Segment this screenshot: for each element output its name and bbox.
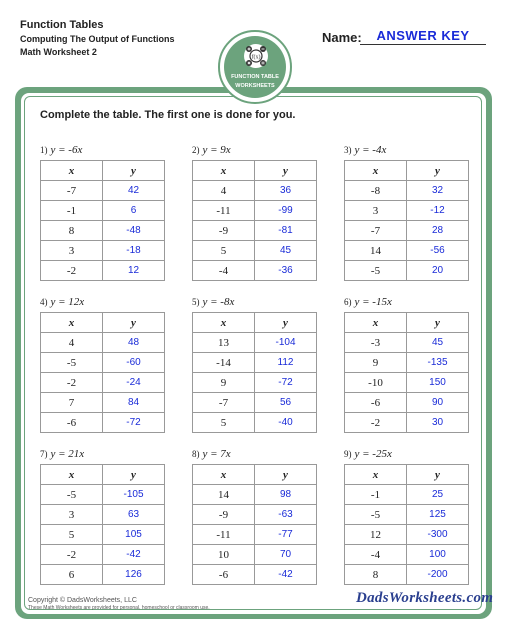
y-column-header: y [255,161,317,181]
y-column-header: y [407,465,469,485]
problem-label [192,142,317,158]
x-value: -1 [345,485,407,505]
svg-text:f(x): f(x) [251,54,261,61]
problem-label [40,446,165,462]
problem-equation: y = -8x [202,296,235,308]
table-header-row [345,161,469,181]
table-row [41,181,165,201]
table-row [41,221,165,241]
problem-2 [192,142,317,281]
table-header-row [345,313,469,333]
table-row [41,545,165,565]
table-row [345,241,469,261]
problem-3 [344,142,469,281]
badge-inner [224,36,286,98]
y-value: -200 [407,565,469,585]
y-value: -105 [103,485,165,505]
y-value: 48 [103,333,165,353]
table-row [345,565,469,585]
y-value: 63 [103,505,165,525]
problem-equation: y = 7x [202,448,231,460]
function-table [344,312,469,433]
table-row [345,353,469,373]
table-row [41,413,165,433]
badge-line-1: FUNCTION TABLE [231,74,279,80]
y-value: 90 [407,393,469,413]
function-table [40,160,165,281]
x-value: 14 [193,485,255,505]
table-row [193,485,317,505]
y-value: -135 [407,353,469,373]
x-value: -2 [345,413,407,433]
x-value: -4 [345,545,407,565]
problem-5 [192,294,317,433]
x-value: 13 [193,333,255,353]
y-column-header: y [255,465,317,485]
problem-equation: y = 21x [50,448,85,460]
table-header-row [41,313,165,333]
table-row [193,353,317,373]
table-header-row [41,465,165,485]
x-value: 8 [345,565,407,585]
x-column-header: x [193,313,255,333]
table-row [41,333,165,353]
problem-label [344,142,469,158]
y-value: 112 [255,353,317,373]
problem-number: 7) [40,449,48,459]
table-row [345,333,469,353]
y-value: -18 [103,241,165,261]
table-row [193,181,317,201]
problem-label [192,294,317,310]
table-row [345,393,469,413]
x-column-header: x [193,161,255,181]
x-value: -6 [345,393,407,413]
x-value: 5 [41,525,103,545]
y-value: -42 [255,565,317,585]
table-row [41,201,165,221]
y-column-header: y [407,313,469,333]
y-value: 45 [255,241,317,261]
problem-6 [344,294,469,433]
y-value: -72 [103,413,165,433]
table-row [345,373,469,393]
problem-equation: y = -25x [354,448,392,460]
y-value: -56 [407,241,469,261]
table-row [41,373,165,393]
y-value: 98 [255,485,317,505]
function-icon [242,42,270,70]
x-value: 10 [193,545,255,565]
usage-note: These Math Worksheets are provided for personal, homeschool or classroom use. [28,605,210,611]
x-value: -10 [345,373,407,393]
table-row [193,505,317,525]
table-row [193,261,317,281]
problem-8 [192,446,317,585]
name-field [322,28,490,48]
y-value: -99 [255,201,317,221]
table-row [345,525,469,545]
table-row [345,181,469,201]
table-row [193,333,317,353]
problem-label [40,142,165,158]
x-value: -7 [193,393,255,413]
problem-label [344,446,469,462]
problem-9 [344,446,469,585]
y-value: 25 [407,485,469,505]
x-value: -4 [193,261,255,281]
y-value: 42 [103,181,165,201]
y-value: 32 [407,181,469,201]
x-value: 3 [345,201,407,221]
table-header-row [345,465,469,485]
function-table [192,464,317,585]
table-row [41,505,165,525]
x-value: 3 [41,241,103,261]
problem-equation: y = -15x [354,296,392,308]
x-value: -1 [41,201,103,221]
problem-number: 6) [344,297,352,307]
problem-number: 8) [192,449,200,459]
table-row [41,565,165,585]
table-row [345,485,469,505]
function-table [344,464,469,585]
problem-label [192,446,317,462]
badge-line-2: WORKSHEETS [235,83,275,89]
problem-equation: y = -6x [50,144,83,156]
function-table [192,160,317,281]
x-value: 9 [345,353,407,373]
x-value: -6 [193,565,255,585]
y-value: 100 [407,545,469,565]
x-column-header: x [193,465,255,485]
table-row [193,545,317,565]
table-header-row [193,161,317,181]
y-value: -72 [255,373,317,393]
y-value: 70 [255,545,317,565]
x-value: 8 [41,221,103,241]
table-row [193,393,317,413]
problem-1 [40,142,165,281]
y-column-header: y [255,313,317,333]
table-row [345,413,469,433]
x-column-header: x [41,313,103,333]
x-column-header: x [345,465,407,485]
y-value: -24 [103,373,165,393]
table-header-row [193,465,317,485]
y-value: 6 [103,201,165,221]
y-value: 28 [407,221,469,241]
x-column-header: x [345,161,407,181]
problem-number: 9) [344,449,352,459]
y-value: -300 [407,525,469,545]
table-row [193,413,317,433]
function-table [192,312,317,433]
y-value: 12 [103,261,165,281]
problem-number: 5) [192,297,200,307]
x-value: -5 [345,505,407,525]
x-value: 6 [41,565,103,585]
table-row [193,565,317,585]
x-value: -14 [193,353,255,373]
dadsworksheets-logo: DadsWorksheets.com [356,590,494,606]
problem-equation: y = -4x [354,144,387,156]
table-header-row [193,313,317,333]
table-row [345,201,469,221]
problem-equation: y = 9x [202,144,231,156]
x-value: -5 [41,485,103,505]
table-row [41,261,165,281]
problem-label [344,294,469,310]
copyright: Copyright © DadsWorksheets, LLC [28,597,137,604]
x-column-header: x [41,465,103,485]
x-value: -2 [41,545,103,565]
x-value: -9 [193,221,255,241]
problem-number: 2) [192,145,200,155]
y-value: -77 [255,525,317,545]
y-column-header: y [103,161,165,181]
answer-key-label: ANSWER KEY [376,28,470,43]
table-header-row [41,161,165,181]
table-row [345,545,469,565]
table-row [41,353,165,373]
y-column-header: y [103,313,165,333]
y-value: -12 [407,201,469,221]
table-row [193,221,317,241]
x-value: -3 [345,333,407,353]
x-value: -11 [193,525,255,545]
y-column-header: y [407,161,469,181]
function-table [40,312,165,433]
worksheet-header [20,18,174,59]
table-row [193,241,317,261]
x-value: -5 [345,261,407,281]
y-value: -48 [103,221,165,241]
table-row [41,525,165,545]
instructions: Complete the table. The first one is done for you. [40,109,296,121]
x-value: -6 [41,413,103,433]
y-value: 20 [407,261,469,281]
table-row [41,485,165,505]
x-value: -5 [41,353,103,373]
problem-4 [40,294,165,433]
x-column-header: x [345,313,407,333]
x-value: 7 [41,393,103,413]
x-value: -9 [193,505,255,525]
x-value: 4 [193,181,255,201]
table-row [193,525,317,545]
x-value: 3 [41,505,103,525]
name-underline [360,44,486,45]
table-row [193,373,317,393]
worksheet-subtitle: Computing The Output of Functions [20,34,175,44]
function-table-badge [218,30,292,104]
y-value: -104 [255,333,317,353]
x-value: -2 [41,373,103,393]
y-value: 105 [103,525,165,545]
footer [28,596,210,612]
y-value: -63 [255,505,317,525]
y-value: -42 [103,545,165,565]
x-value: 14 [345,241,407,261]
y-value: 126 [103,565,165,585]
function-table [344,160,469,281]
problem-label [40,294,165,310]
x-value: 4 [41,333,103,353]
y-value: -60 [103,353,165,373]
x-column-header: x [41,161,103,181]
function-table [40,464,165,585]
table-row [193,201,317,221]
problem-7 [40,446,165,585]
table-row [41,393,165,413]
x-value: -7 [345,221,407,241]
y-value: -36 [255,261,317,281]
problem-equation: y = 12x [50,296,85,308]
problem-number: 3) [344,145,352,155]
table-row [345,505,469,525]
y-value: 45 [407,333,469,353]
x-value: 5 [193,241,255,261]
x-value: -7 [41,181,103,201]
x-value: -11 [193,201,255,221]
x-value: 12 [345,525,407,545]
worksheet-title: Function Tables [20,19,104,31]
table-row [41,241,165,261]
x-value: 9 [193,373,255,393]
x-value: -8 [345,181,407,201]
y-value: 84 [103,393,165,413]
y-value: 30 [407,413,469,433]
y-value: 125 [407,505,469,525]
y-value: 36 [255,181,317,201]
y-value: -81 [255,221,317,241]
y-value: 56 [255,393,317,413]
y-value: -40 [255,413,317,433]
x-value: 5 [193,413,255,433]
problem-number: 4) [40,297,48,307]
table-row [345,221,469,241]
problem-number: 1) [40,145,48,155]
y-value: 150 [407,373,469,393]
worksheet-number: Math Worksheet 2 [20,47,97,57]
table-row [345,261,469,281]
y-column-header: y [103,465,165,485]
x-value: -2 [41,261,103,281]
name-label: Name: [322,30,362,45]
